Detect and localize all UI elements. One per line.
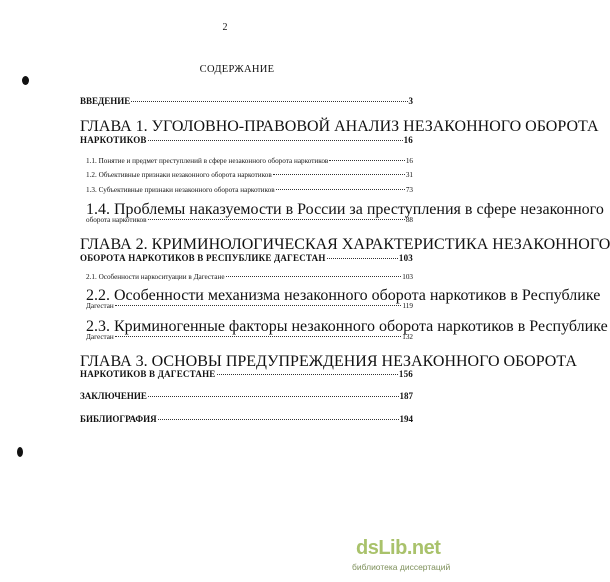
toc-entry-1-2[interactable] bbox=[86, 171, 413, 179]
toc-chapter-1-line1[interactable]: ГЛАВА 1. УГОЛОВНО-ПРАВОВОЙ АНАЛИЗ НЕЗАКОННОГО ОБОРОТА bbox=[80, 118, 599, 135]
leader-dots bbox=[158, 419, 399, 420]
leader-dots bbox=[131, 101, 407, 102]
toc-entry-2-1[interactable] bbox=[86, 273, 413, 281]
leader-dots bbox=[148, 140, 403, 141]
entry-title: Дагестан bbox=[86, 302, 114, 310]
entry-title: 2.1. Особенности наркоситуации в Дагестане bbox=[86, 273, 225, 281]
entry-page: 132 bbox=[402, 333, 413, 341]
entry-page: 73 bbox=[405, 186, 413, 194]
leader-dots bbox=[217, 374, 398, 375]
entry-title: Дагестан bbox=[86, 333, 114, 341]
entry-page: 119 bbox=[402, 302, 413, 310]
toc-entry-2-2[interactable] bbox=[86, 302, 413, 310]
toc-entry-2-2-line1[interactable]: 2.2. Особенности механизма незаконного оборота наркотиков в Республике bbox=[86, 287, 601, 304]
toc-entry-1-4-line1[interactable]: 1.4. Проблемы наказуемости в России за преступления в сфере незаконного bbox=[86, 201, 604, 218]
scan-smudge bbox=[22, 76, 29, 85]
toc-entry-chapter-2[interactable] bbox=[80, 253, 413, 263]
scan-smudge bbox=[17, 447, 23, 457]
toc-entry-2-3-line1[interactable]: 2.3. Криминогенные факторы незаконного оборота наркотиков в Республике bbox=[86, 318, 608, 335]
leader-dots bbox=[148, 396, 399, 397]
toc-entry-bibliography[interactable] bbox=[80, 414, 413, 424]
toc-entry-conclusion[interactable] bbox=[80, 391, 413, 401]
leader-dots bbox=[329, 160, 404, 161]
watermark bbox=[350, 537, 450, 582]
entry-title: ВВЕДЕНИЕ bbox=[80, 96, 131, 106]
leader-dots bbox=[276, 189, 405, 190]
entry-page: 103 bbox=[398, 253, 413, 263]
leader-dots bbox=[226, 276, 402, 277]
entry-title: 1.2. Объективные признаки незаконного оборота наркотиков bbox=[86, 171, 272, 179]
toc-entry-1-1[interactable] bbox=[86, 157, 413, 165]
toc-entry-1-3[interactable] bbox=[86, 186, 413, 194]
toc-title: СОДЕРЖАНИЕ bbox=[199, 64, 275, 75]
entry-page: 156 bbox=[398, 369, 413, 379]
leader-dots bbox=[148, 219, 405, 220]
watermark-subtitle: библиотека диссертаций bbox=[352, 562, 451, 572]
entry-page: 16 bbox=[405, 157, 413, 165]
entry-page: 103 bbox=[402, 273, 413, 281]
leader-dots bbox=[115, 305, 402, 306]
entry-title: ЗАКЛЮЧЕНИЕ bbox=[80, 391, 147, 401]
page-number: 2 bbox=[222, 22, 228, 33]
entry-page: 31 bbox=[405, 171, 413, 179]
leader-dots bbox=[327, 258, 398, 259]
entry-title: 1.3. Субъективные признаки незаконного оборота наркотиков bbox=[86, 186, 275, 194]
toc-entry-2-3[interactable] bbox=[86, 333, 413, 341]
toc-chapter-2-line1[interactable]: ГЛАВА 2. КРИМИНОЛОГИЧЕСКАЯ ХАРАКТЕРИСТИКА НЕЗАКОННОГО bbox=[80, 236, 610, 253]
toc-chapter-3-line1[interactable]: ГЛАВА 3. ОСНОВЫ ПРЕДУПРЕЖДЕНИЯ НЕЗАКОННОГО ОБОРОТА bbox=[80, 353, 577, 370]
entry-title: 1.1. Понятие и предмет преступлений в сфере незаконного оборота наркотиков bbox=[86, 157, 329, 165]
entry-page: 194 bbox=[399, 414, 413, 424]
entry-title: БИБЛИОГРАФИЯ bbox=[80, 414, 157, 424]
entry-title: НАРКОТИКОВ В ДАГЕСТАНЕ bbox=[80, 369, 216, 379]
leader-dots bbox=[273, 174, 405, 175]
entry-page: 3 bbox=[408, 96, 413, 106]
toc-entry-intro[interactable] bbox=[80, 96, 413, 106]
leader-dots bbox=[115, 336, 401, 337]
watermark-logo: dsLib.net bbox=[356, 537, 441, 559]
entry-page: 88 bbox=[405, 216, 413, 224]
entry-page: 16 bbox=[403, 135, 413, 145]
entry-page: 187 bbox=[399, 391, 413, 401]
toc-entry-1-4[interactable] bbox=[86, 216, 413, 224]
entry-title: ОБОРОТА НАРКОТИКОВ В РЕСПУБЛИКЕ ДАГЕСТАН bbox=[80, 253, 326, 263]
entry-title: НАРКОТИКОВ bbox=[80, 135, 147, 145]
entry-title: оборота наркотиков bbox=[86, 216, 147, 224]
toc-entry-chapter-3[interactable] bbox=[80, 369, 413, 379]
toc-entry-chapter-1[interactable] bbox=[80, 135, 413, 145]
